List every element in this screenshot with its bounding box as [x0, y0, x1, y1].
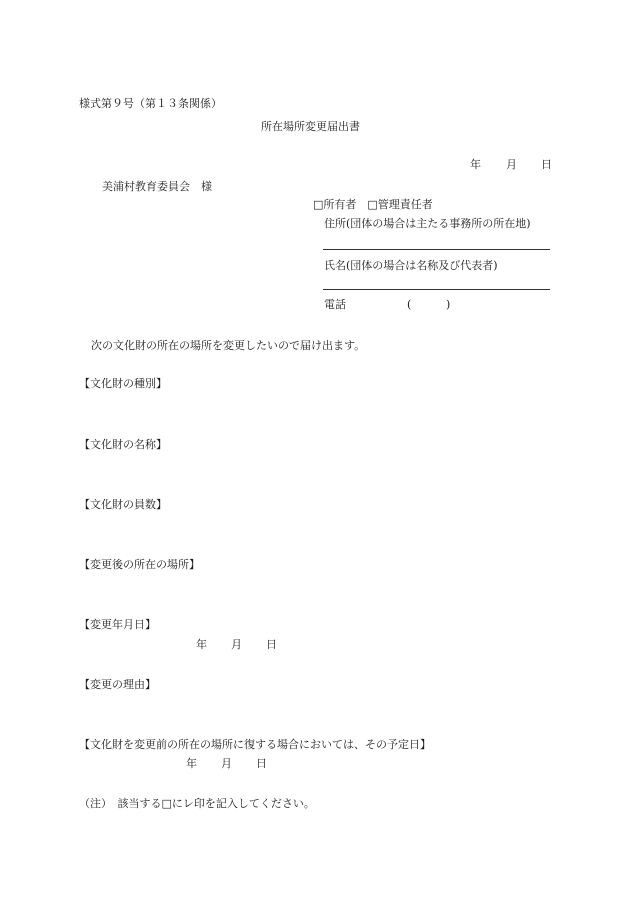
- section-cultural-property-name: 【文化財の名称】: [79, 438, 167, 451]
- date-year-label: 年: [470, 158, 481, 171]
- return-date-day: 日: [256, 757, 267, 770]
- section-cultural-property-type: 【文化財の種別】: [79, 377, 167, 390]
- change-date-year: 年: [196, 638, 207, 651]
- return-date-month: 月: [221, 757, 232, 770]
- section-change-reason: 【変更の理由】: [79, 678, 156, 691]
- phone-label: 電話: [324, 298, 346, 311]
- form-number: 様式第９号（第１３条関係）: [79, 97, 222, 110]
- return-date-year: 年: [186, 757, 197, 770]
- section-return-date: 【文化財を変更前の所在の場所に復する場合においては、その予定日】: [79, 738, 431, 751]
- form-title: 所在場所変更届出書: [261, 120, 360, 133]
- phone-paren-open: (: [407, 298, 412, 311]
- section-cultural-property-count: 【文化財の員数】: [79, 498, 167, 511]
- date-month-label: 月: [506, 158, 517, 171]
- change-date-month: 月: [231, 638, 242, 651]
- phone-paren-close: ): [446, 298, 451, 311]
- address-label: 住所(団体の場合は主たる事務所の所在地): [324, 217, 531, 230]
- address-line[interactable]: [323, 249, 550, 250]
- name-label: 氏名(団体の場合は名称及び代表者): [324, 259, 498, 272]
- role-checkboxes[interactable]: □所有者 □管理責任者: [313, 198, 433, 211]
- addressee: 美浦村教育委員会 様: [102, 180, 212, 193]
- section-new-location: 【変更後の所在の場所】: [79, 558, 200, 571]
- intro-statement: 次の文化財の所在の場所を変更したいので届け出ます。: [91, 339, 366, 352]
- name-line[interactable]: [323, 289, 550, 290]
- change-date-day: 日: [266, 638, 277, 651]
- footnote: （注） 該当する□にレ印を記入してください。: [79, 797, 315, 810]
- date-day-label: 日: [541, 158, 552, 171]
- section-change-date: 【変更年月日】: [79, 618, 156, 631]
